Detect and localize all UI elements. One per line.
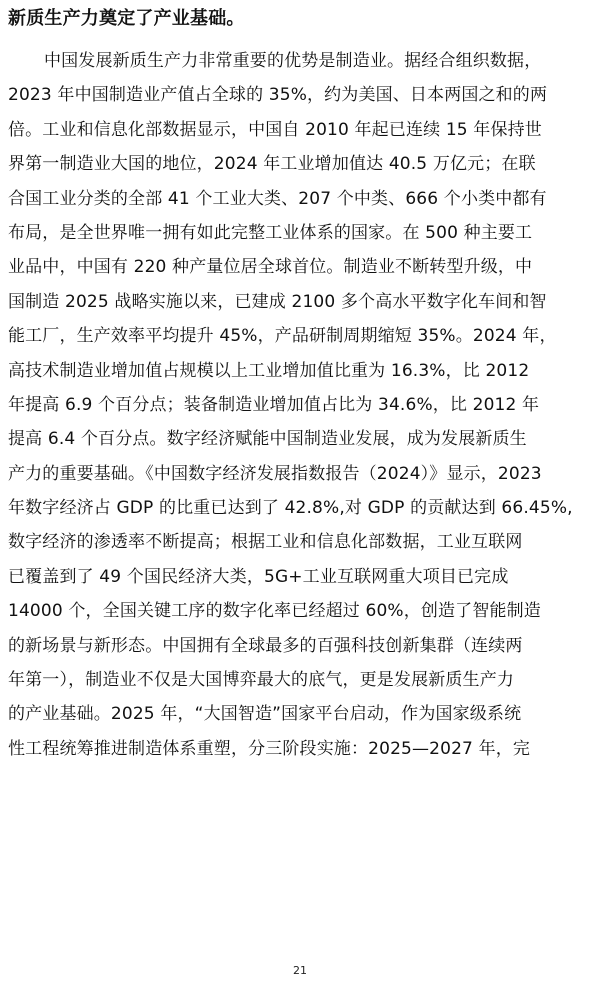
paragraph-line: 已覆盖到了 49 个国民经济大类，5G+工业互联网重大项目已完成 xyxy=(8,566,509,587)
paragraph-line: 产力的重要基础。《中国数字经济发展指数报告（2024）》显示，2023 xyxy=(8,463,542,484)
paragraph-line: 14000 个，全国关键工序的数字化率已经超过 60%，创造了智能制造 xyxy=(8,601,541,622)
paragraph-line: 的新场景与新形态。中国拥有全球最多的百强科技创新集群（连续两 xyxy=(8,635,523,656)
paragraph-line: 年数字经济占 GDP 的比重已达到了 42.8%,对 GDP 的贡献达到 66.45%, xyxy=(8,498,573,519)
paragraph-line: 性工程统筹推进制造体系重塑，分三阶段实施：2025—2027 年，完 xyxy=(8,738,531,759)
paragraph-line: 年提高 6.9 个百分点；装备制造业增加值占比为 34.6%，比 2012 年 xyxy=(8,394,540,415)
paragraph-line: 布局，是全世界唯一拥有如此完整工业体系的国家。在 500 种主要工 xyxy=(8,222,533,243)
paragraph-line: 年第一），制造业不仅是大国博弈最大的底气，更是发展新质生产力 xyxy=(8,670,514,691)
paragraph-line: 倍。工业和信息化部数据显示，中国自 2010 年起已连续 15 年保持世 xyxy=(8,119,542,140)
paragraph-line: 中国发展新质生产力非常重要的优势是制造业。据经合组织数据， xyxy=(44,51,542,71)
body-paragraph xyxy=(8,44,594,766)
paragraph-line: 高技术制造业增加值占规模以上工业增加值比重为 16.3%，比 2012 xyxy=(8,360,530,381)
paragraph-line: 合国工业分类的全部 41 个工业大类、207 个中类、666 个小类中都有 xyxy=(8,188,547,209)
paragraph-line: 的产业基础。2025 年，“大国智造”国家平台启动，作为国家级系统 xyxy=(8,704,522,725)
section-heading: 新质生产力奠定了产业基础。 xyxy=(8,8,245,29)
page-number: 21 xyxy=(293,964,307,977)
paragraph-line: 国制造 2025 战略实施以来，已建成 2100 多个高水平数字化车间和智 xyxy=(8,291,547,312)
paragraph-line: 提高 6.4 个百分点。数字经济赋能中国制造业发展，成为发展新质生 xyxy=(8,429,527,450)
paragraph-line: 能工厂，生产效率平均提升 45%，产品研制周期缩短 35%。2024 年， xyxy=(8,326,557,347)
paragraph-line: 业品中，中国有 220 种产量位居全球首位。制造业不断转型升级，中 xyxy=(8,257,533,278)
paragraph-line: 数字经济的渗透率不断提高；根据工业和信息化部数据，工业互联网 xyxy=(8,532,523,553)
paragraph-line: 界第一制造业大国的地位，2024 年工业增加值达 40.5 万亿元；在联 xyxy=(8,154,536,175)
paragraph-line: 2023 年中国制造业产值占全球的 35%，约为美国、日本两国之和的两 xyxy=(8,85,548,106)
